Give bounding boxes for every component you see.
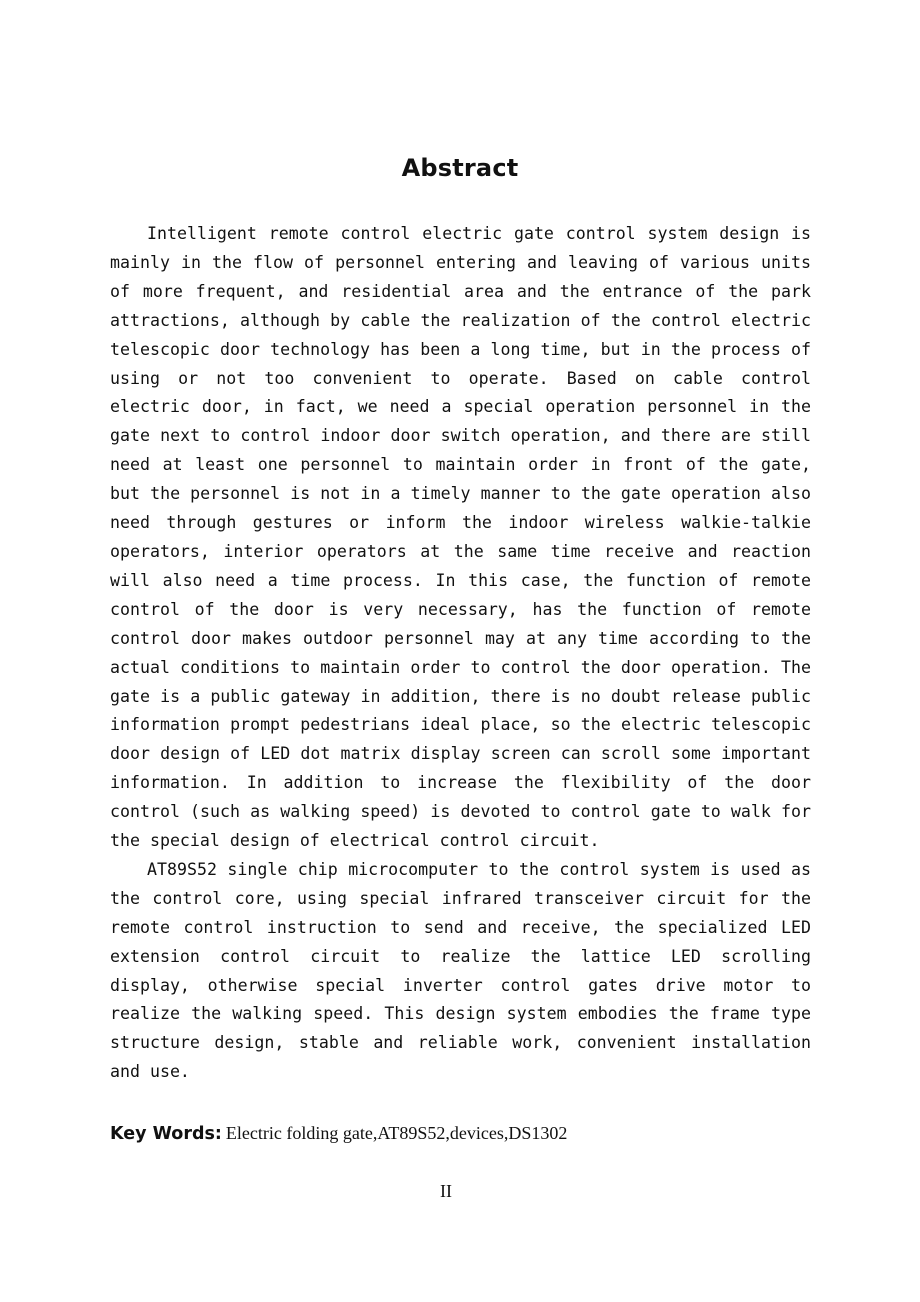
abstract-body (110, 220, 811, 1087)
keywords-line (110, 1121, 810, 1146)
page-number: II (440, 1181, 452, 1201)
keywords-label: Key Words: (110, 1124, 222, 1144)
abstract-title: Abstract (401, 154, 519, 182)
keywords-value: Electric folding gate,AT89S52,devices,DS1302 (225, 1123, 568, 1143)
abstract-paragraph-2: AT89S52 single chip microcomputer to the control system is used as the control core, using special infrared transceiver circuit for the remote control instruction to send and receive, the specialized LED extension control circuit to realize the lattice LED scrolling display, otherwise special inverter control gates drive motor to realize the walking speed. This design system embodies the frame type structure design, stable and reliable work, convenient installation and use. (110, 859, 811, 1082)
abstract-paragraph-1: Intelligent remote control electric gate control system design is mainly in the flow of personnel entering and leaving of various units of more frequent, and residential area and the entrance of the park attractions, although by cable the realization of the control electric telescopic door technology has been a long time, but in the process of using or not too convenient to operate. Based on cable control electric door, in fact, we need a special operation personnel in the gate next to control indoor door switch operation, and there are still need at least one personnel to maintain order in front of the gate, but the personnel is not in a timely manner to the gate operation also need through gestures or inform the indoor wireless walkie-talkie operators, interior operators at the same time receive and reaction will also need a time process. In this case, the function of remote control of the door is very necessary, has the function of remote control door makes outdoor personnel may at any time according to the actual conditions to maintain order to control the door operation. The gate is a public gateway in addition, there is no doubt release public information prompt pedestrians ideal place, so the electric telescopic door design of LED dot matrix display screen can scroll some important information. In addition to increase the flexibility of the door control (such as walking speed) is devoted to control gate to walk for the special design of electrical control circuit. (110, 224, 811, 851)
